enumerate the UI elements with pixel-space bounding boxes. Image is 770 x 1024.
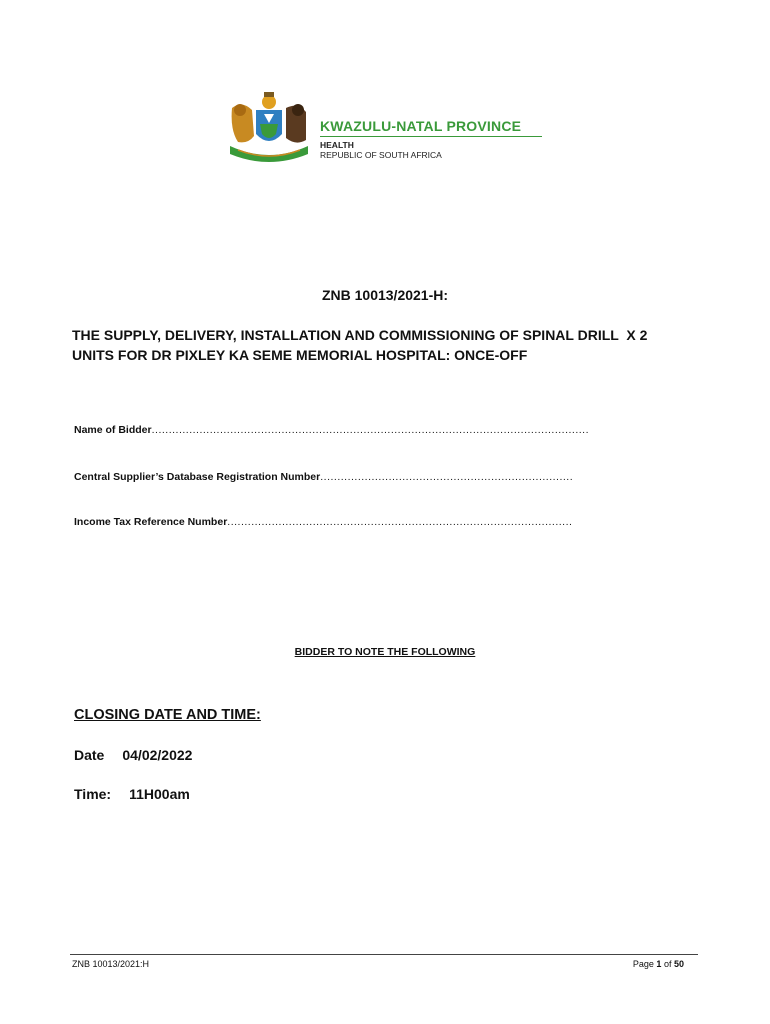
province-name: KWAZULU-NATAL PROVINCE xyxy=(320,118,522,134)
tender-title-line-1: THE SUPPLY, DELIVERY, INSTALLATION AND COMMISSIONING OF SPINAL DRILL X 2 xyxy=(72,327,648,343)
closing-time-row xyxy=(74,786,190,802)
time-value: 11H00am xyxy=(129,786,190,802)
closing-heading: CLOSING DATE AND TIME: xyxy=(74,707,261,723)
country-name: REPUBLIC OF SOUTH AFRICA xyxy=(320,150,442,160)
brand-block xyxy=(320,118,542,160)
tax-number-field[interactable] xyxy=(74,516,572,528)
closing-date-row xyxy=(74,747,192,763)
tax-number-dots: ..................................................................................................... xyxy=(227,516,573,528)
bidder-note-heading: BIDDER TO NOTE THE FOLLOWING xyxy=(294,646,476,658)
footer-reference: ZNB 10013/2021:H xyxy=(72,959,150,969)
csd-number-field[interactable] xyxy=(74,471,573,483)
brand-divider xyxy=(320,136,542,137)
page-prefix: Page xyxy=(632,959,654,969)
date-label: Date xyxy=(74,747,105,763)
letterhead xyxy=(224,90,554,170)
page-total: 50 xyxy=(673,959,684,969)
date-value: 04/02/2022 xyxy=(122,747,193,763)
tender-title xyxy=(72,325,702,365)
bidder-name-field[interactable] xyxy=(74,424,589,436)
tender-title-line-2: UNITS FOR DR PIXLEY KA SEME MEMORIAL HOSPITAL: ONCE-OFF xyxy=(72,347,528,363)
csd-number-dots: .......................................................................... xyxy=(320,471,574,483)
bidder-name-dots: ................................................................................................................................ xyxy=(151,424,590,436)
department-name: HEALTH xyxy=(320,140,354,150)
bidder-name-label: Name of Bidder xyxy=(74,424,152,436)
page-number xyxy=(633,959,684,969)
page-current: 1 xyxy=(656,959,662,969)
tender-number: ZNB 10013/2021-H: xyxy=(321,287,449,303)
page-of: of xyxy=(663,959,672,969)
coat-of-arms-logo xyxy=(224,90,314,168)
footer-divider xyxy=(70,954,698,955)
tax-number-label: Income Tax Reference Number xyxy=(74,516,228,528)
csd-number-label: Central Supplier’s Database Registration Number xyxy=(74,471,321,483)
time-label: Time: xyxy=(74,786,112,802)
